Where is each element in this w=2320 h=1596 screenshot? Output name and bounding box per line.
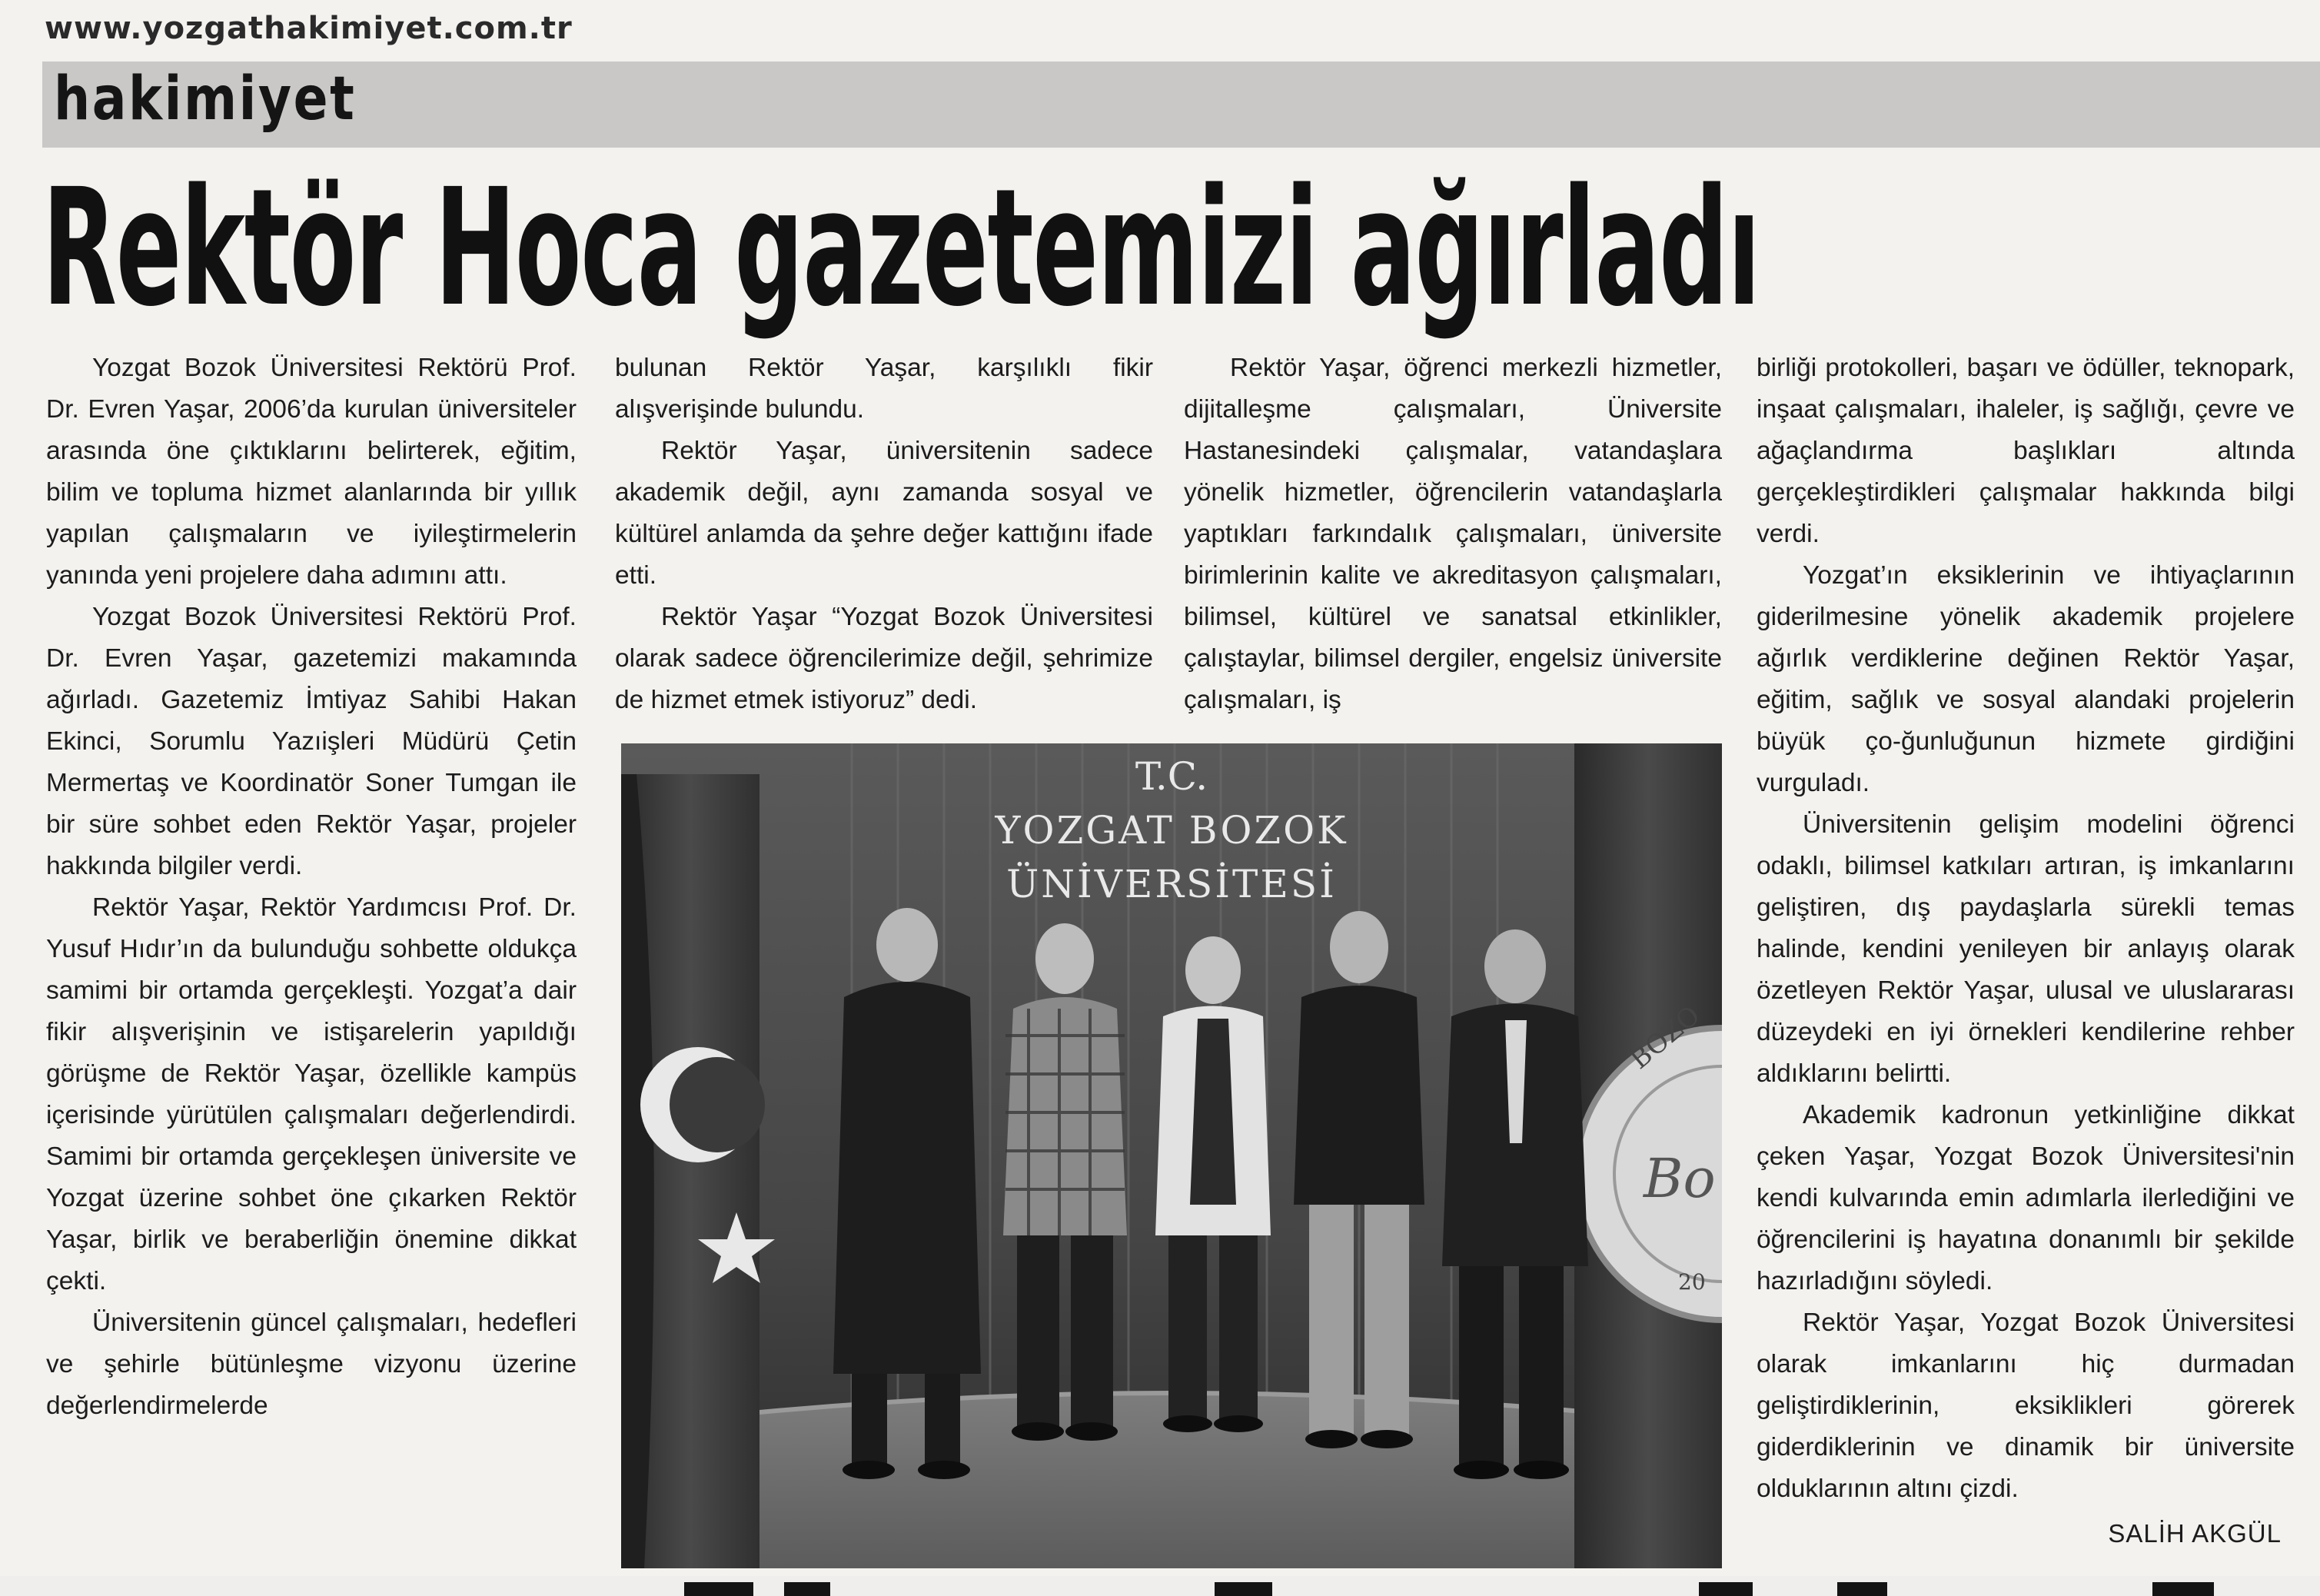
- paragraph: Rektör Yaşar “Yozgat Bozok Üniversitesi olarak sadece öğrencilerimize değil, şehrimize de hizmet etmek istiyoruz” dedi.: [615, 603, 1153, 714]
- emblem-text: Bo: [1644, 1147, 1716, 1210]
- next-headline-fragment: [1699, 1582, 1753, 1596]
- news-photo: [621, 743, 1722, 1568]
- paragraph: birliği protokolleri, başarı ve ödüller, teknopark, inşaat çalışmaları, ihaleler, iş sağlığı, çevre ve ağaçlandırma başlıkları altında gerçekleştirdikleri çalışmalar hakkında bilgi verdi.: [1757, 354, 2295, 548]
- byline: SALİH AKGÜL: [2108, 1519, 2282, 1548]
- paragraph: Üniversitenin gelişim modelini öğrenci odaklı, bilimsel katkıları artıran, iş imkanlarını geliştiren, dış paydaşlarla sürekli temas halinde, kendini yenileyen bir anlayış olarak özetleyen Rektör Yaşar, ulusal ve uluslararası düzeydeki en iyi örnekleri kendilerine rehber aldıklarını belirtti.: [1757, 810, 2295, 1088]
- section-title: hakimiyet: [54, 65, 357, 134]
- next-headline-fragment: [784, 1582, 830, 1596]
- paragraph: Rektör Yaşar, öğrenci merkezli hizmetler, dijitalleşme çalışmaları, Üniversite Hastanesindeki çalışmalar, vatandaşlara yönelik hizmetler, öğrencilerin vatandaşlarla yaptıkları farkındalık çalışmaları, üniversite birimlerinin kalite ve akreditasyon çalışmaları, bilimsel, kültürel ve sanatsal etkinlikler, çalıştaylar, bilimsel dergiler, engelsiz üniversite çalışmaları, iş: [1184, 354, 1722, 714]
- paragraph: Yozgat Bozok Üniversitesi Rektörü Prof. Dr. Evren Yaşar, gazetemizi makamında ağırladı. Gazetemiz İmtiyaz Sahibi Hakan Ekinci, Sorumlu Yazıişleri Müdürü Çetin Mermertaş ve Koordinatör Soner Tumgan ile bir süre sohbet eden Rektör Yaşar, projeler hakkında bilgiler verdi.: [46, 603, 577, 880]
- article-column-1: [46, 347, 577, 1596]
- paragraph: Yozgat Bozok Üniversitesi Rektörü Prof. Dr. Evren Yaşar, 2006’da kurulan üniversiteler arasında öne çıktıklarını belirterek, eğitim, bilim ve topluma hizmet alanlarında bir yıllık yapılan çalışmaların ve iyileştirmelerin yanında yeni projelere daha adımını attı.: [46, 354, 577, 590]
- paragraph: Rektör Yaşar, Rektör Yardımcısı Prof. Dr. Yusuf Hıdır’ın da bulunduğu sohbette oldukça samimi bir ortamda gerçekleşti. Yozgat’a dair fikir alışverişinin ve istişarelerin yapıldığı görüşme de Rektör Yaşar, özellikle kampüs içerisinde yürütülen çalışmaları değerlendirdi. Samimi bir ortamda gerçekleşen üniversite ve Yozgat üzerine sohbet öne çıkarken Rektör Yaşar, birlik ve beraberliğin önemine dikkat çekti.: [46, 893, 577, 1295]
- next-article-strip: [0, 1576, 2320, 1596]
- paragraph: Rektör Yaşar, Yozgat Bozok Üniversitesi olarak imkanlarını hiç durmadan geliştirdiklerinin, eksiklikleri görerek giderdiklerinin ve dinamik bir üniversite olduklarının altını çizdi.: [1757, 1308, 2295, 1503]
- paragraph: Rektör Yaşar, üniversitenin sadece akademik değil, aynı zamanda sosyal ve kültürel anlamda da şehre değer kattığını ifade etti.: [615, 437, 1153, 590]
- paragraph: bulunan Rektör Yaşar, karşılıklı fikir alışverişinde bulundu.: [615, 354, 1153, 424]
- paragraph: Yozgat’ın eksiklerinin ve ihtiyaçlarının giderilmesine yönelik akademik projelere ağırlık verdiklerine değinen Rektör Yaşar, eğitim, sağlık ve sosyal alandaki projelerin büyük ço-ğunluğunun hizmete girdiğini vurguladı.: [1757, 561, 2295, 797]
- sign-text: T.C.: [1135, 754, 1208, 799]
- sign-text: YOZGAT BOZOK: [995, 808, 1348, 853]
- sign-text: ÜNİVERSİTESİ: [1006, 862, 1337, 906]
- article-column-4: [1757, 347, 2295, 1585]
- next-headline-fragment: [1837, 1582, 1887, 1596]
- emblem-text: 20: [1678, 1269, 1706, 1295]
- next-headline-fragment: [1215, 1582, 1272, 1596]
- paragraph: Üniversitenin güncel çalışmaları, hedefleri ve şehirle bütünleşme vizyonu üzerine değerlendirmelerde: [46, 1308, 577, 1420]
- emblem-text: BOZO: [1624, 999, 1707, 1076]
- headline: Rektör Hoca gazetemizi ağırladı: [42, 154, 1760, 342]
- article-column-3: [1184, 347, 1722, 740]
- section-banner: [42, 62, 2320, 148]
- next-headline-fragment: [684, 1582, 753, 1596]
- website-url: www.yozgathakimiyet.com.tr: [45, 11, 573, 46]
- paragraph: Akademik kadronun yetkinliğine dikkat çeken Yaşar, Yozgat Bozok Üniversitesi'nin kendi kulvarında emin adımlarla ilerlediğini ve öğrencilerini iş hayatına donanımlı bir şekilde hazırladığını söyledi.: [1757, 1101, 2295, 1295]
- article-column-2: [615, 347, 1153, 740]
- next-headline-fragment: [2152, 1582, 2214, 1596]
